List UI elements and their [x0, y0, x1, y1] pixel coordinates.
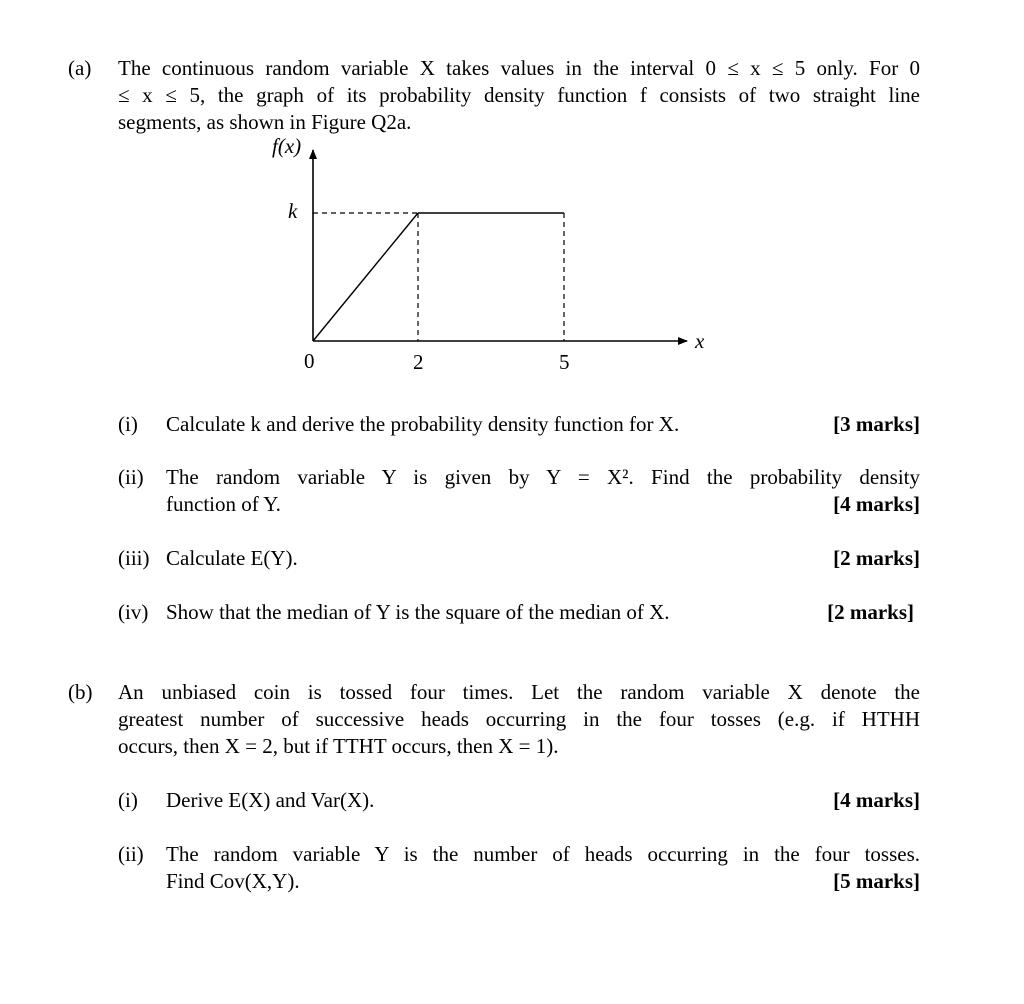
- k-label: k: [288, 199, 298, 223]
- part-b-intro-line-1: An unbiased coin is tossed four times. Let the random variable X denote the: [118, 680, 920, 704]
- question-a-ii-line-2-row: [166, 491, 920, 518]
- question-a-i-number: (i): [118, 412, 138, 436]
- y-axis-label: f(x): [272, 134, 302, 158]
- question-b-i-number: (i): [118, 788, 138, 812]
- part-a-label: (a): [68, 56, 92, 80]
- question-b-i: [166, 787, 920, 814]
- part-a-intro-line-3: segments, as shown in Figure Q2a.: [118, 110, 412, 134]
- question-a-ii-number: (ii): [118, 465, 144, 489]
- question-a-iii-text: Calculate E(Y).: [166, 546, 298, 570]
- question-a-iv: [166, 599, 920, 626]
- question-a-iv-marks: [2 marks]: [827, 600, 914, 624]
- question-a-i-marks: [3 marks]: [833, 412, 920, 436]
- question-a-i: [166, 411, 920, 438]
- question-a-ii-line-2: function of Y.: [166, 492, 281, 516]
- question-b-ii-number: (ii): [118, 842, 144, 866]
- part-b-label: (b): [68, 680, 93, 704]
- question-a-ii-line-1: The random variable Y is given by Y = X². Find the probability density: [166, 465, 920, 489]
- part-a-intro-line-2: ≤ x ≤ 5, the graph of its probability density function f consists of two straight line: [118, 83, 920, 107]
- part-b-intro-line-2: greatest number of successive heads occurring in the four tosses (e.g. if HTHH: [118, 707, 920, 731]
- question-b-ii-line-1: The random variable Y is the number of heads occurring in the four tosses.: [166, 842, 920, 866]
- tick-label-2: 2: [413, 350, 424, 374]
- question-a-iv-text: Show that the median of Y is the square of the median of X.: [166, 600, 670, 624]
- tick-label-5: 5: [559, 350, 570, 374]
- question-a-ii-marks: [4 marks]: [833, 492, 920, 516]
- question-a-iv-number: (iv): [118, 600, 149, 624]
- pdf-rising-segment: [313, 213, 418, 341]
- question-a-i-text: Calculate k and derive the probability density function for X.: [166, 412, 680, 436]
- question-b-ii-line-2-row: [166, 868, 920, 895]
- part-b-intro-line-3: occurs, then X = 2, but if TTHT occurs, then X = 1).: [118, 734, 559, 758]
- question-b-ii-marks: [5 marks]: [833, 869, 920, 893]
- question-b-i-text: Derive E(X) and Var(X).: [166, 788, 375, 812]
- question-b-ii-line-2: Find Cov(X,Y).: [166, 869, 300, 893]
- question-a-iii: [166, 545, 920, 572]
- question-a-iii-number: (iii): [118, 546, 150, 570]
- part-a-intro-line-1: The continuous random variable X takes values in the interval 0 ≤ x ≤ 5 only. For 0: [118, 56, 920, 80]
- x-axis-label: x: [695, 329, 705, 353]
- question-a-iii-marks: [2 marks]: [833, 546, 920, 570]
- question-b-i-marks: [4 marks]: [833, 788, 920, 812]
- origin-label: 0: [304, 349, 315, 373]
